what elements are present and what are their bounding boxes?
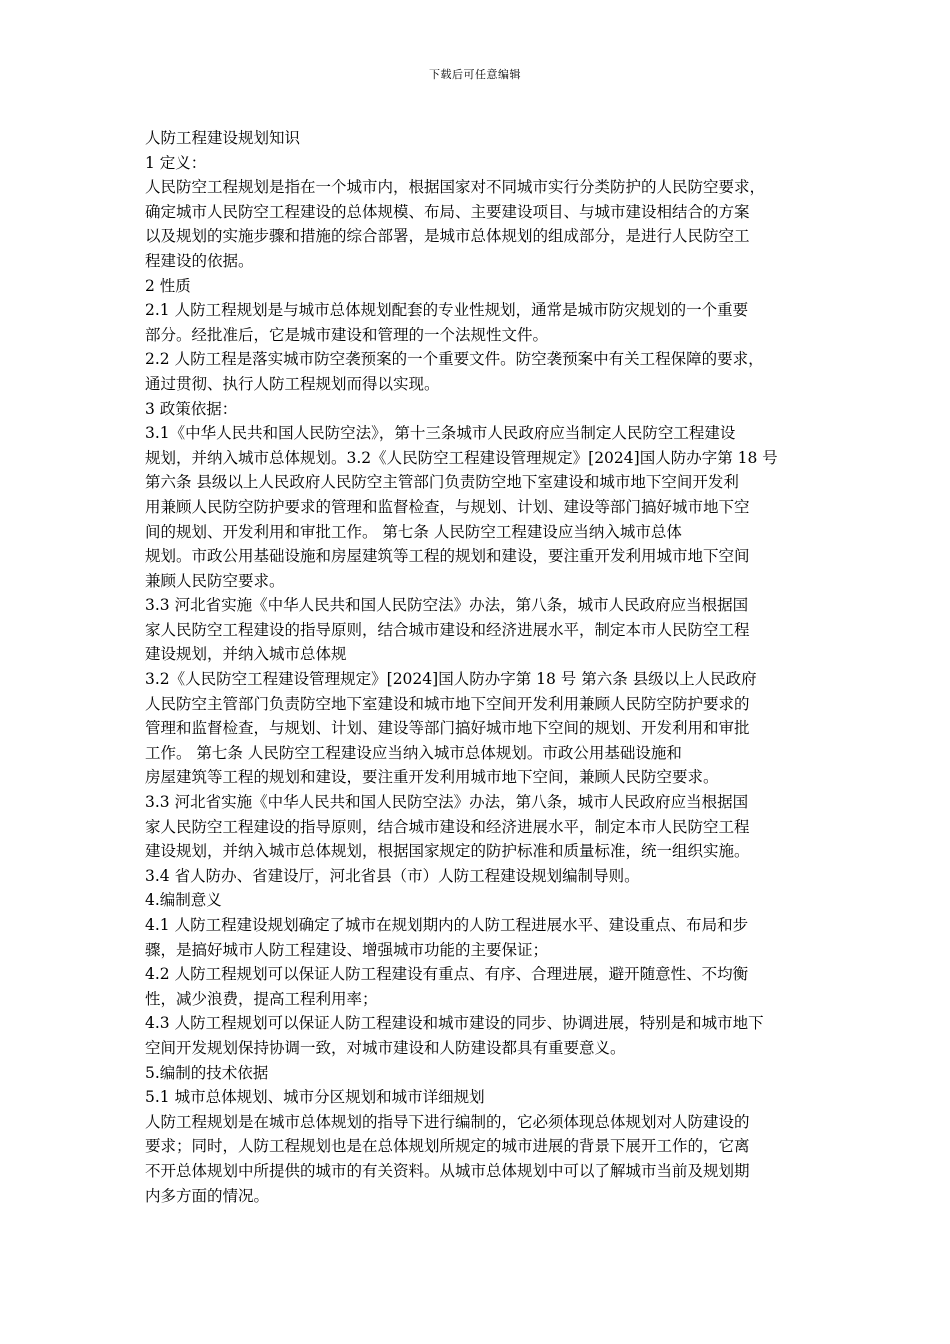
document-body	[145, 126, 815, 1208]
text-line: 3.3 河北省实施《中华人民共和国人民防空法》办法，第八条，城市人民政府应当根据国	[145, 793, 749, 812]
text-line: 2.2 人防工程是落实城市防空袭预案的一个重要文件。防空袭预案中有关工程保障的要求，	[145, 350, 764, 369]
text-line: 用兼顾人民防空防护要求的管理和监督检查，与规划、计划、建设等部门搞好城市地下空	[145, 497, 750, 516]
text-line: 3.1《中华人民共和国人民防空法》，第十三条城市人民政府应当制定人民防空工程建设	[145, 424, 736, 443]
text-line: 家人民防空工程建设的指导原则，结合城市建设和经济进展水平，制定本市人民防空工程	[145, 620, 750, 639]
text-line: 兼顾人民防空要求。	[145, 571, 285, 590]
text-line: 1 定义：	[145, 153, 207, 172]
text-line: 4.3 人防工程规划可以保证人防工程建设和城市建设的同步、协调进展，特别是和城市地下	[145, 1014, 764, 1033]
text-line: 规划，并纳入城市总体规划。3.2《人民防空工程建设管理规定》[2024]国人防办字第 18 号	[145, 448, 778, 467]
text-line: 间的规划、开发利用和审批工作。 第七条 人民防空工程建设应当纳入城市总体	[145, 522, 682, 541]
text-line: 2.1 人防工程规划是与城市总体规划配套的专业性规划，通常是城市防灾规划的一个重要	[145, 301, 749, 320]
text-line: 人防工程建设规划知识	[145, 129, 301, 147]
text-line: 人民防空主管部门负责防空地下室建设和城市地下空间开发利用兼顾人民防空防护要求的	[145, 694, 750, 713]
text-line: 3.2《人民防空工程建设管理规定》[2024]国人防办字第 18 号 第六条 县级以上人民政府	[145, 670, 757, 689]
text-line: 骤，是搞好城市人防工程建设、增强城市功能的主要保证；	[145, 940, 549, 959]
text-line: 3 政策依据：	[145, 399, 238, 418]
text-line: 人防工程规划是在城市总体规划的指导下进行编制的，它必须体现总体规划对人防建设的	[145, 1112, 750, 1131]
text-line: 确定城市人民防空工程建设的总体规模、布局、主要建设项目、与城市建设相结合的方案	[145, 202, 750, 221]
text-line: 4.编制意义	[145, 891, 222, 910]
text-line: 建设规划，并纳入城市总体规	[145, 645, 347, 664]
text-line: 部分。经批准后，它是城市建设和管理的一个法规性文件。	[145, 325, 549, 344]
text-line: 人民防空工程规划是指在一个城市内，根据国家对不同城市实行分类防护的人民防空要求，	[145, 178, 766, 197]
text-line: 管理和监督检查，与规划、计划、建设等部门搞好城市地下空间的规划、开发利用和审批	[145, 719, 750, 738]
text-line: 不开总体规划中所提供的城市的有关资料。从城市总体规划中可以了解城市当前及规划期	[145, 1161, 750, 1180]
page-header: 下载后可任意编辑	[429, 68, 521, 81]
text-line: 要求；同时，人防工程规划也是在总体规划所规定的城市进展的背景下展开工作的，它离	[145, 1137, 750, 1156]
text-line: 空间开发规划保持协调一致，对城市建设和人防建设都具有重要意义。	[145, 1038, 626, 1057]
text-line: 3.4 省人防办、省建设厅，河北省县（市）人防工程建设规划编制导则。	[145, 866, 640, 885]
text-line: 通过贯彻、执行人防工程规划而得以实现。	[145, 374, 440, 393]
text-line: 规划。市政公用基础设施和房屋建筑等工程的规划和建设，要注重开发利用城市地下空间	[145, 547, 750, 566]
text-line: 房屋建筑等工程的规划和建设，要注重开发利用城市地下空间，兼顾人民防空要求。	[145, 768, 719, 787]
text-line: 内多方面的情况。	[145, 1186, 270, 1205]
text-line: 5.1 城市总体规划、城市分区规划和城市详细规划	[145, 1088, 485, 1107]
text-line: 4.2 人防工程规划可以保证人防工程建设有重点、有序、合理进展，避开随意性、不均衡	[145, 965, 749, 984]
text-line: 4.1 人防工程建设规划确定了城市在规划期内的人防工程进展水平、建设重点、布局和步	[145, 916, 749, 934]
text-line: 程建设的依据。	[145, 251, 254, 270]
text-line: 性，减少浪费，提高工程利用率；	[145, 989, 378, 1008]
text-line: 以及规划的实施步骤和措施的综合部署，是城市总体规划的组成部分，是进行人民防空工	[145, 227, 750, 246]
text-line: 2 性质	[145, 276, 191, 295]
text-line: 家人民防空工程建设的指导原则，结合城市建设和经济进展水平，制定本市人民防空工程	[145, 817, 750, 836]
text-line: 3.3 河北省实施《中华人民共和国人民防空法》办法，第八条，城市人民政府应当根据国	[145, 596, 749, 615]
text-line: 5.编制的技术依据	[145, 1063, 269, 1082]
text-line: 建设规划，并纳入城市总体规划，根据国家规定的防护标准和质量标准，统一组织实施。	[145, 842, 750, 861]
text-line: 第六条 县级以上人民政府人民防空主管部门负责防空地下室建设和城市地下空间开发利	[145, 473, 739, 492]
text-line: 工作。 第七条 人民防空工程建设应当纳入城市总体规划。市政公用基础设施和	[145, 743, 682, 762]
